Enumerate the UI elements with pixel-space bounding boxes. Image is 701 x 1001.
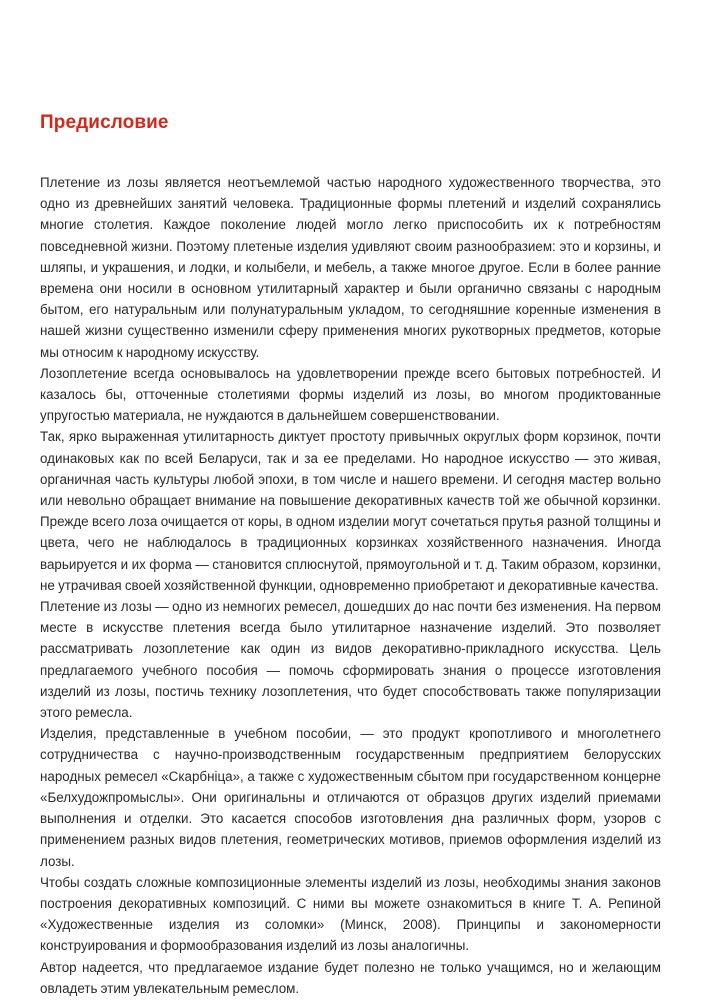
paragraph: Автор надеется, что предлагаемое издание будет полезно не только учащимся, но и желающим овладеть этим увлекательным ремеслом. (40, 959, 661, 996)
paragraph: Лозоплетение всегда основывалось на удовлетворении прежде всего бытовых потребностей. И казалось бы, отточенные столетиями формы изделий из лозы, во многом продиктованные упругостью материала, не нуждаются в дальнейшем совершенствовании. (40, 365, 661, 424)
page-title: Предисловие (40, 112, 169, 133)
paragraph: Чтобы создать сложные композиционные элементы изделий из лозы, необходимы знания законов построения декоративных композиций. С ними вы можете ознакомиться в книге Т. А. Репиной «Художественные изделия из соломки» (Минск, 2008). Принципы и закономерности конструирования и формообразования изделий из лозы аналогичны. (40, 874, 661, 954)
body-text (40, 172, 661, 999)
paragraph: Плетение из лозы является неотъемлемой частью народного художественного творчества, это одно из древнейших занятий человека. Традиционные формы плетений и изделий сохранялись многие столетия. Каждое поколение людей могло легко приспособить их к потребностям повседневной жизни. Поэтому плетеные изделия удивляют своим разнообразием: это и корзины, и шляпы, и украшения, и лодки, и колыбели, и мебель, а также многое другое. Если в более ранние времена они носили в основном утилитарный характер и были органично связаны с народным бытом, его натуральным или полунатуральным укладом, то сегодняшние коренные изменения в нашей жизни существенно изменили сферу применения многих рукотворных предметов, которые мы относим к народному искусству. (40, 175, 661, 360)
paragraph: Изделия, представленные в учебном пособии, — это продукт кропотливого и многолетнего сотрудничества с научно-производственным государственным предприятием белорусских народных ремесел «Скарбніца», а также с художественным сбытом при государственном концерне «Белхудожпромыслы». Они оригинальны и отличаются от образцов других изделий приемами выполнения и отделки. Это касается способов изготовления дна различных форм, узоров с применением разных видов плетения, геометрических мотивов, приемов оформления изделий из лозы. (40, 726, 661, 869)
paragraph: Так, ярко выраженная утилитарность диктует простоту привычных округлых форм корзинок, почти одинаковых как по всей Беларуси, так и за ее пределами. Но народное искусство — это живая, органичная часть культуры любой эпохи, в том числе и нашего времени. И сегодня мастер вольно или невольно обращает внимание на повышение декоративных качеств той же обычной корзинки. Прежде всего лоза очищается от коры, в одном изделии могут сочетаться прутья разной толщины и цвета, чего не наблюдалось в традиционных корзинках хозяйственного назначения. Иногда варьируется и их форма — становится сплюснутой, прямоугольной и т. д. Таким образом, корзинки, не утрачивая своей хозяйственной функции, одновременно приобретают и декоративные качества. (40, 429, 661, 593)
paragraph: Плетение из лозы — одно из немногих ремесел, дошедших до нас почти без изменения. На первом месте в искусстве плетения всегда было утилитарное назначение изделий. Это позволяет рассматривать лозоплетение как один из видов декоративно-прикладного искусства. Цель предлагаемого учебного пособия — помочь сформировать знания о процессе изготовления изделий из лозы, постичь технику лозоплетения, что будет способствовать также популяризации этого ремесла. (40, 599, 661, 721)
